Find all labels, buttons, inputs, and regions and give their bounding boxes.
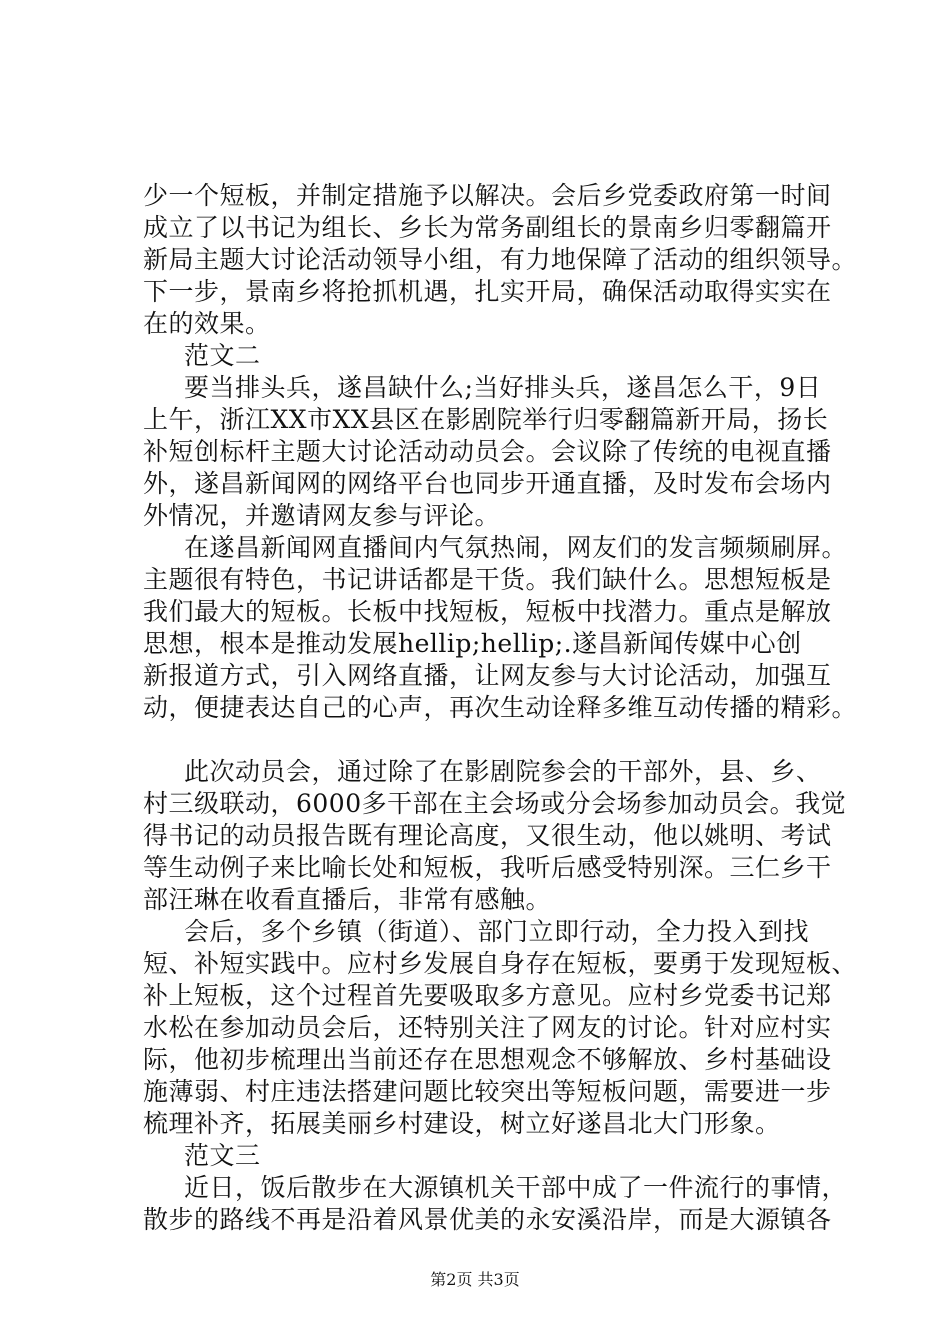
text-line: 主题很有特色，书记讲话都是干货。我们缺什么。思想短板是	[143, 565, 832, 594]
text-line: 上午，浙江XX市XX县区在影剧院举行归零翻篇新开局，扬长	[143, 405, 829, 434]
text-line: 近日，饭后散步在大源镇机关干部中成了一件流行的事情，	[184, 1173, 848, 1202]
text-line: 在遂昌新闻网直播间内气氛热闹，网友们的发言频频刷屏。	[184, 533, 848, 562]
text-line: 外情况，并邀请网友参与评论。	[143, 501, 501, 530]
text-line: 水松在参加动员会后，还特别关注了网友的讨论。针对应村实	[143, 1013, 832, 1042]
section-heading: 范文三	[184, 1141, 261, 1170]
text-line: 散步的路线不再是沿着风景优美的永安溪沿岸，而是大源镇各	[143, 1205, 832, 1234]
text-line: 成立了以书记为组长、乡长为常务副组长的景南乡归零翻篇开	[143, 213, 832, 242]
text-line: 等生动例子来比喻长处和短板，我听后感受特别深。三仁乡干	[143, 853, 832, 882]
text-line: 我们最大的短板。长板中找短板，短板中找潜力。重点是解放	[143, 597, 832, 626]
text-line: 施薄弱、村庄违法搭建问题比较突出等短板问题，需要进一步	[143, 1077, 832, 1106]
page-footer: 第2页 共3页	[430, 1270, 520, 1289]
text-line: 此次动员会，通过除了在影剧院参会的干部外，县、乡、	[184, 757, 822, 786]
text-line: 梳理补齐，拓展美丽乡村建设，树立好遂昌北大门形象。	[143, 1109, 781, 1138]
document-body	[143, 180, 863, 1236]
text-line: 要当排头兵，遂昌缺什么;当好排头兵，遂昌怎么干，9日	[184, 373, 822, 402]
text-line: 补上短板，这个过程首先要吸取多方意见。应村乡党委书记郑	[143, 981, 832, 1010]
text-line: 村三级联动，6000多干部在主会场或分会场参加动员会。我觉	[143, 789, 847, 818]
text-line: 会后，多个乡镇（街道）、部门立即行动，全力投入到找	[184, 917, 810, 946]
section-heading: 范文二	[184, 341, 261, 370]
blank-line	[143, 724, 863, 756]
text-line: 外，遂昌新闻网的网络平台也同步开通直播，及时发布会场内	[143, 469, 832, 498]
text-line: 补短创标杆主题大讨论活动动员会。会议除了传统的电视直播	[143, 437, 832, 466]
text-line: 际，他初步梳理出当前还存在思想观念不够解放、乡村基础设	[143, 1045, 832, 1074]
text-line: 动，便捷表达自己的心声，再次生动诠释多维互动传播的精彩。	[143, 693, 858, 722]
text-line: 下一步，景南乡将抢抓机遇，扎实开局，确保活动取得实实在	[143, 277, 832, 306]
text-line: 少一个短板，并制定措施予以解决。会后乡党委政府第一时间	[143, 181, 832, 210]
text-line: 得书记的动员报告既有理论高度，又很生动，他以姚明、考试	[143, 821, 832, 850]
text-line: 新报道方式，引入网络直播，让网友参与大讨论活动，加强互	[143, 661, 832, 690]
text-line: 部汪琳在收看直播后，非常有感触。	[143, 885, 552, 914]
text-line: 短、补短实践中。应村乡发展自身存在短板，要勇于发现短板、	[143, 949, 858, 978]
text-line: 思想，根本是推动发展hellip;hellip;.遂昌新闻传媒中心创	[143, 629, 802, 658]
text-line: 新局主题大讨论活动领导小组，有力地保障了活动的组织领导。	[143, 245, 858, 274]
text-line: 在的效果。	[143, 309, 271, 338]
